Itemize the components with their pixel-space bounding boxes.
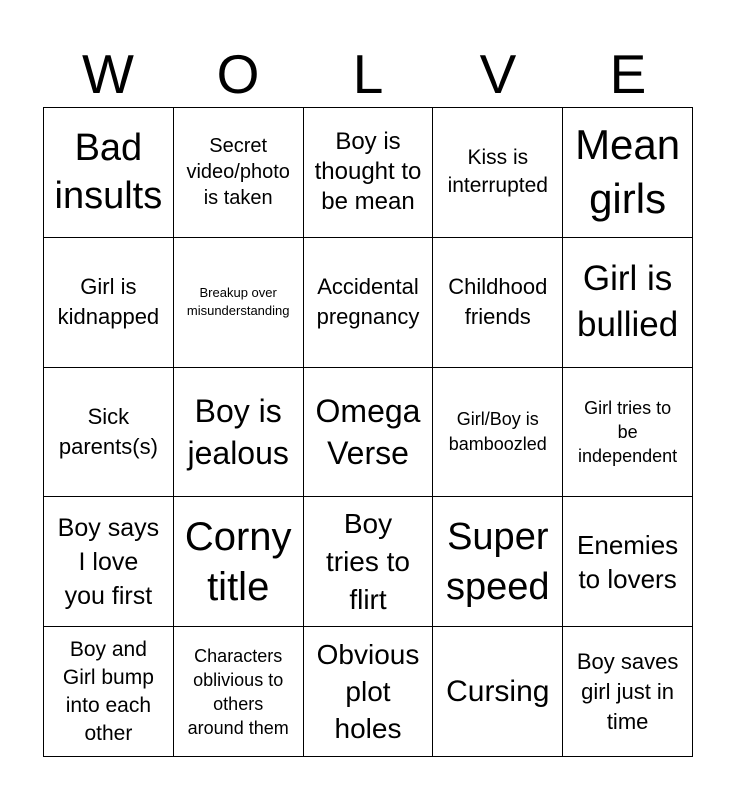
cell-text: Bad insults <box>54 127 163 218</box>
cell-text: Boy tries to flirt <box>325 507 410 615</box>
bingo-cell[interactable] <box>174 238 304 368</box>
header-letter-v: V <box>479 43 517 105</box>
bingo-cell[interactable] <box>304 627 434 757</box>
bingo-cell[interactable] <box>304 108 434 238</box>
cell-text: Cursing <box>446 674 550 708</box>
bingo-cell[interactable] <box>563 108 693 238</box>
cell-text: Boy saves girl just in time <box>576 648 679 734</box>
header-letter-w: W <box>82 43 134 105</box>
bingo-cell[interactable] <box>44 627 174 757</box>
cell-text: Childhood friends <box>448 274 548 330</box>
header-letter-e: E <box>609 43 647 105</box>
bingo-cell[interactable] <box>44 497 174 627</box>
header-letter-o: O <box>216 43 260 105</box>
cell-text: Characters oblivious to others around them <box>187 645 289 738</box>
cell-text: Obvious plot holes <box>316 639 420 745</box>
bingo-cell[interactable] <box>44 238 174 368</box>
bingo-cell[interactable] <box>304 238 434 368</box>
cell-text: Enemies to lovers <box>577 529 679 594</box>
bingo-header <box>43 42 693 106</box>
cell-text: Super speed <box>446 515 550 608</box>
bingo-cell[interactable] <box>433 497 563 627</box>
cell-text: Boy says I love you first <box>57 513 160 610</box>
bingo-cell[interactable] <box>44 108 174 238</box>
cell-text: Breakup over misunderstanding <box>186 285 290 319</box>
header-letter-l: L <box>352 43 384 105</box>
bingo-cell[interactable] <box>563 627 693 757</box>
cell-text: Omega Verse <box>315 392 421 471</box>
bingo-cell[interactable] <box>433 368 563 498</box>
cell-text: Boy and Girl bump into each other <box>62 637 154 745</box>
bingo-cell[interactable] <box>44 368 174 498</box>
cell-text: Corny title <box>184 514 292 609</box>
bingo-cell[interactable] <box>563 497 693 627</box>
bingo-cell[interactable] <box>433 238 563 368</box>
cell-text: Sick parents(s) <box>58 403 158 459</box>
bingo-board <box>43 107 693 757</box>
cell-text: Girl/Boy is bamboozled <box>448 408 547 454</box>
bingo-cell[interactable] <box>174 108 304 238</box>
bingo-cell[interactable] <box>433 108 563 238</box>
bingo-cell[interactable] <box>174 368 304 498</box>
cell-text: Mean girls <box>575 121 681 223</box>
bingo-cell[interactable] <box>433 627 563 757</box>
cell-text: Accidental pregnancy <box>316 274 420 330</box>
cell-text: Kiss is interrupted <box>447 146 548 198</box>
bingo-cell[interactable] <box>304 368 434 498</box>
bingo-cell[interactable] <box>563 368 693 498</box>
bingo-cell[interactable] <box>174 497 304 627</box>
bingo-cell[interactable] <box>174 627 304 757</box>
cell-text: Girl is bullied <box>576 259 679 345</box>
cell-text: Secret video/photo is taken <box>186 135 290 210</box>
cell-text: Girl tries to be independent <box>578 397 678 466</box>
bingo-cell[interactable] <box>304 497 434 627</box>
cell-text: Boy is thought to be mean <box>314 128 422 216</box>
bingo-cell[interactable] <box>563 238 693 368</box>
cell-text: Girl is kidnapped <box>57 274 160 330</box>
cell-text: Boy is jealous <box>187 392 289 471</box>
